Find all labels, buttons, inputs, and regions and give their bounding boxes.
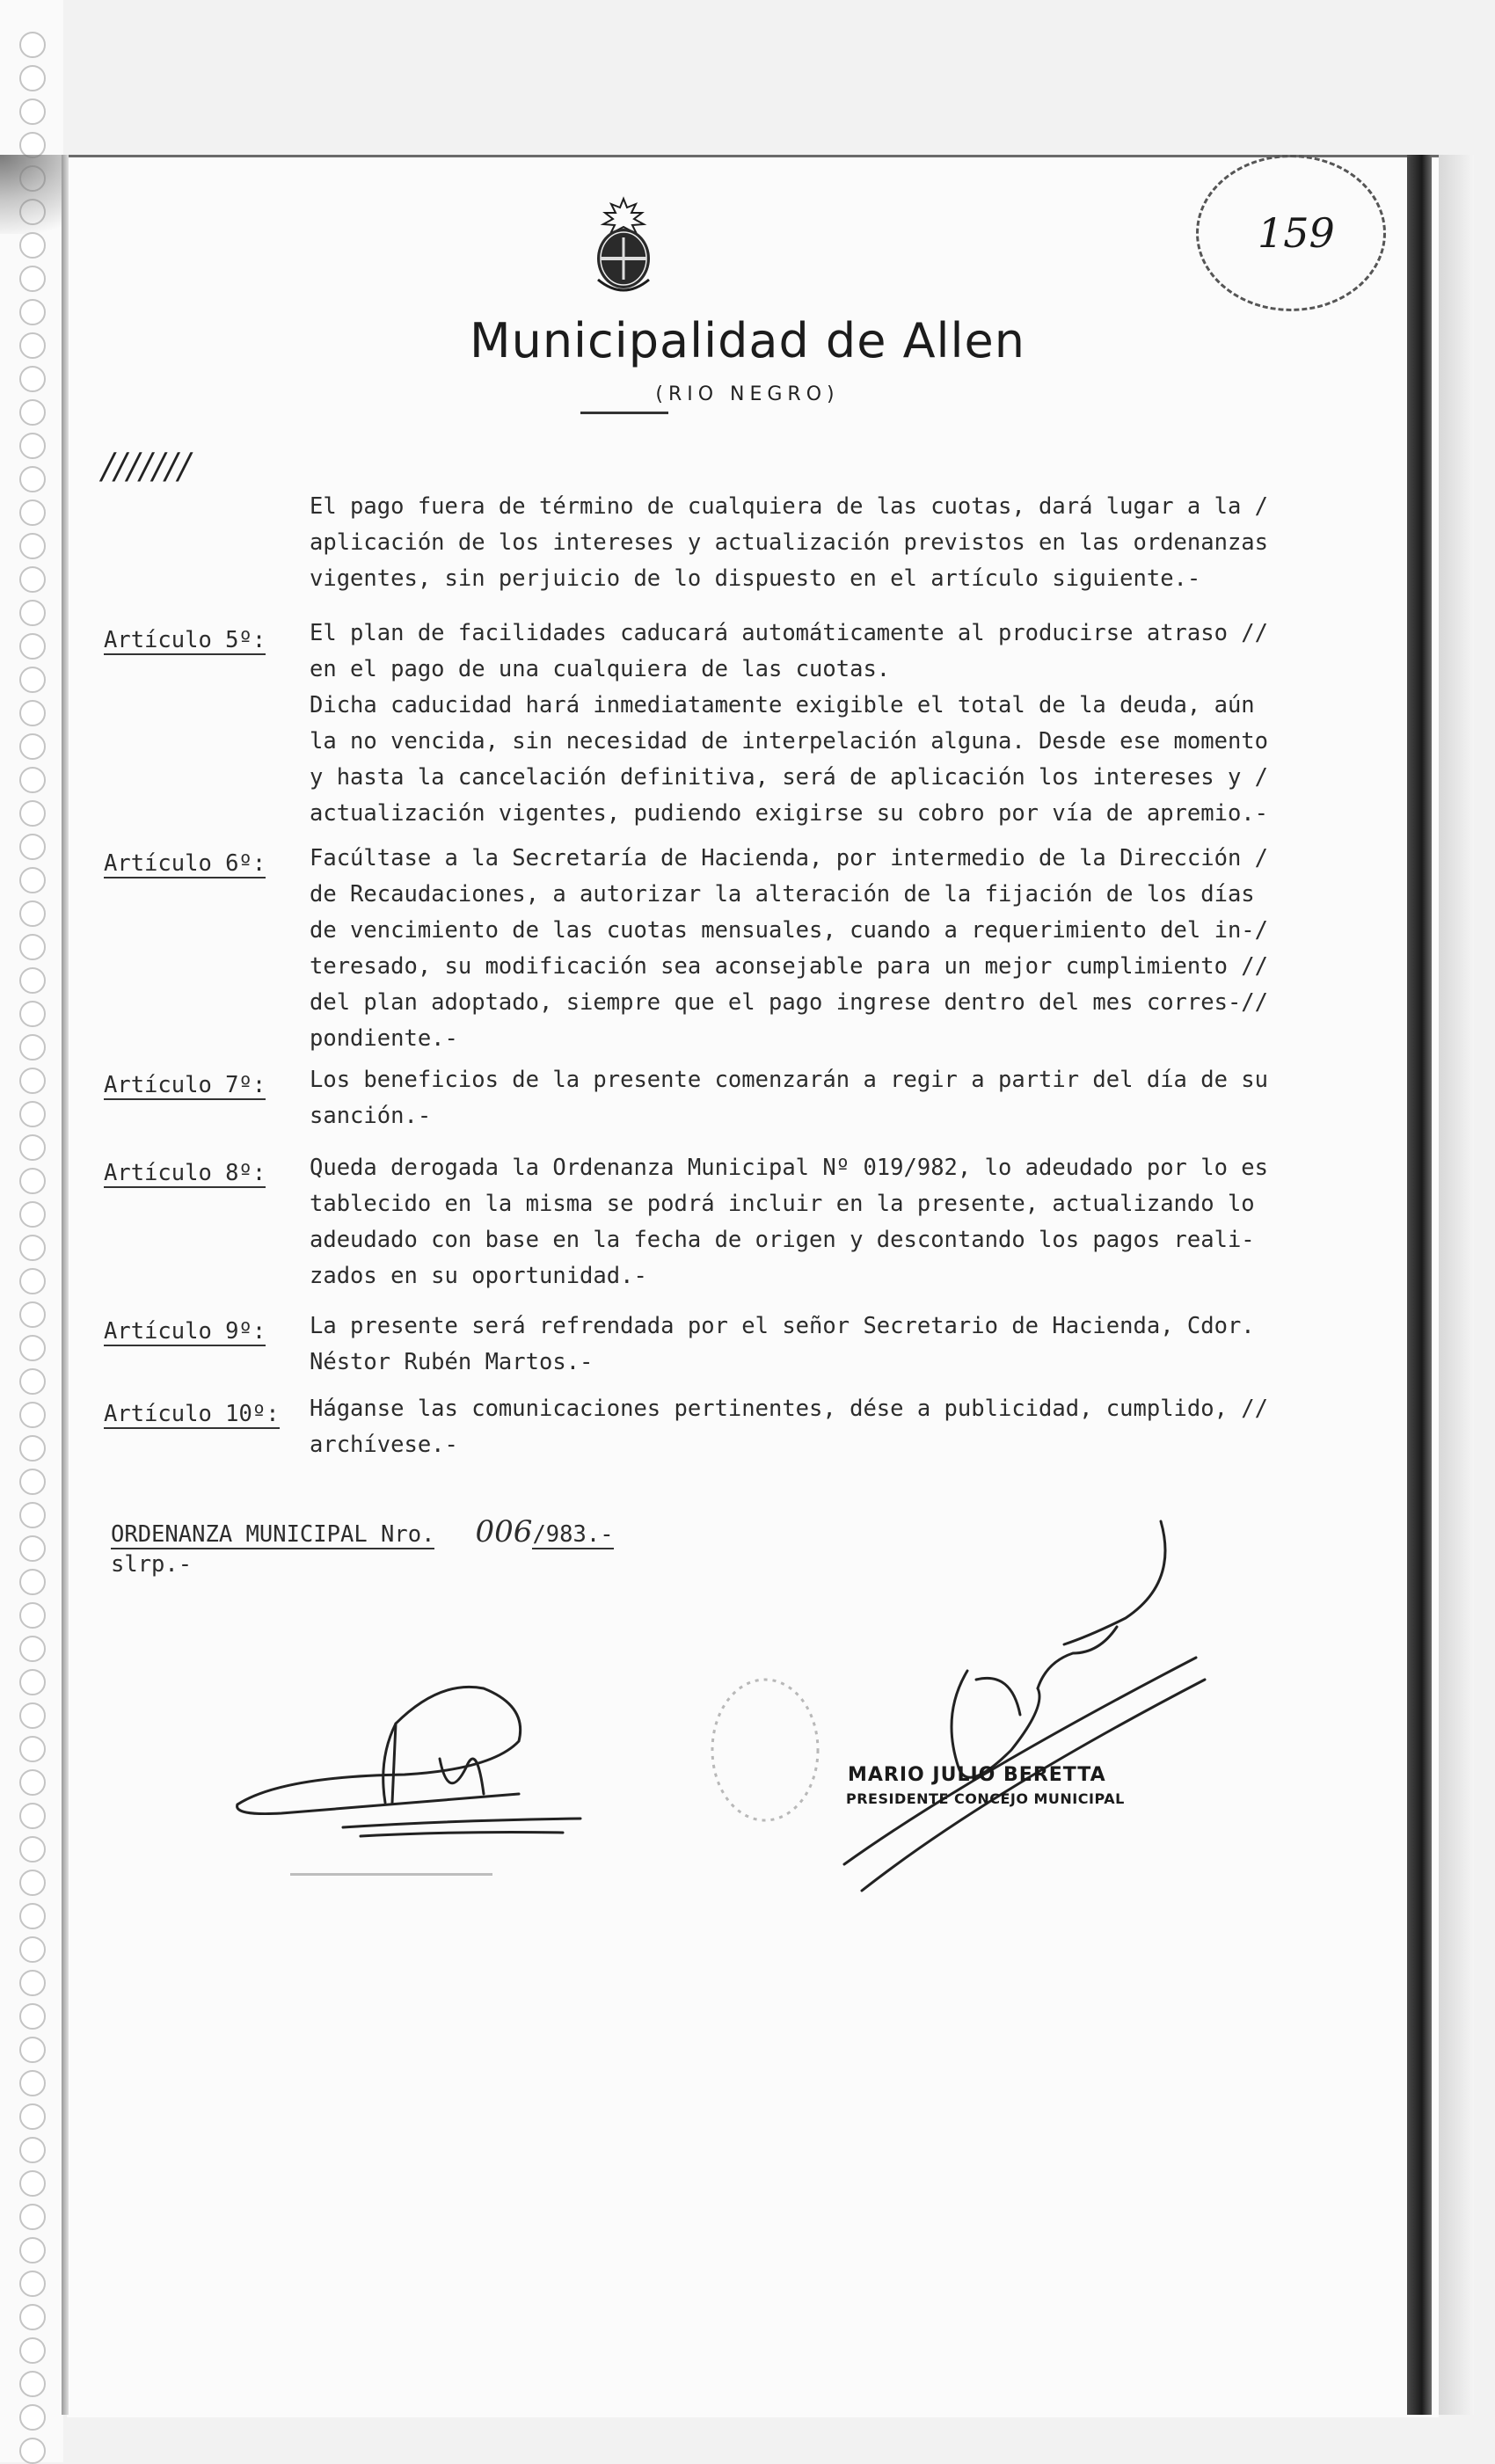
perforation-hole	[19, 266, 46, 292]
text-line: adeudado con base en la fecha de origen y descontando los pagos reali-	[310, 1227, 1255, 1253]
perforation-hole	[19, 900, 46, 927]
text-line: Háganse las comunicaciones pertinentes, dése a publicidad, cumplido, //	[310, 1396, 1269, 1422]
perforation-hole	[19, 399, 46, 426]
perforation-hole	[19, 499, 46, 526]
perforation-hole	[19, 1769, 46, 1796]
perforation-hole	[19, 366, 46, 392]
left-signature-icon	[229, 1671, 598, 1899]
perforation-hole	[19, 1870, 46, 1896]
perforation-hole	[19, 1134, 46, 1161]
perforation-hole	[19, 1268, 46, 1294]
text-line: El pago fuera de término de cualquiera de las cuotas, dará lugar a la /	[310, 493, 1269, 520]
perforation-hole	[19, 1068, 46, 1094]
perforation-hole	[19, 533, 46, 559]
perforation-hole	[19, 600, 46, 626]
perforation-hole	[19, 1836, 46, 1863]
perforation-hole	[19, 32, 46, 58]
perforation-hole	[19, 232, 46, 259]
signatory-role: PRESIDENTE CONCEJO MUNICIPAL	[846, 1790, 1125, 1807]
perforation-hole	[19, 1201, 46, 1228]
perforation-hole	[19, 1903, 46, 1929]
perforation-hole	[19, 2103, 46, 2130]
text-line: del plan adoptado, siempre que el pago ingrese dentro del mes corres-//	[310, 989, 1269, 1016]
perforation-hole	[19, 2003, 46, 2030]
perforation-hole	[19, 1168, 46, 1194]
right-signature-icon	[835, 1513, 1222, 1899]
perforation-hole	[19, 967, 46, 994]
perforation-hole	[19, 98, 46, 125]
folio-number: 159	[1258, 209, 1335, 257]
perforation-hole	[19, 633, 46, 660]
perforation-hole	[19, 1970, 46, 1996]
text-line: vigentes, sin perjuicio de lo dispuesto en el artículo siguiente.-	[310, 565, 1201, 592]
perforation-hole	[19, 934, 46, 960]
article-label: Artículo 9º:	[104, 1318, 266, 1345]
perforation-hole	[19, 1435, 46, 1462]
perforation-hole	[19, 1001, 46, 1027]
text-line: y hasta la cancelación definitiva, será de aplicación los intereses y /	[310, 764, 1269, 791]
text-line: Queda derogada la Ordenanza Municipal Nº 019/982, lo adeudado por lo es	[310, 1155, 1269, 1181]
perforation-hole	[19, 2204, 46, 2230]
article-7-text	[310, 1062, 1365, 1134]
text-line: El plan de facilidades caducará automáticamente al producirse atraso //	[310, 620, 1269, 646]
perforation-hole	[19, 2170, 46, 2197]
perforation-hole	[19, 667, 46, 693]
article-label: Artículo 6º:	[104, 850, 266, 877]
perforation-hole	[19, 1702, 46, 1729]
article-label: Artículo 8º:	[104, 1160, 266, 1186]
perforation-hole	[19, 1569, 46, 1595]
typist-initials: slrp.-	[111, 1551, 193, 1578]
perforation-hole	[19, 1402, 46, 1428]
article-6-text	[310, 841, 1365, 1057]
perforation-hole	[19, 2070, 46, 2096]
perforation-hole	[19, 1235, 46, 1261]
perforation-hole	[19, 299, 46, 325]
scan-edge-margin	[1439, 155, 1474, 2415]
perforation-hole	[19, 65, 46, 91]
perforation-hole	[19, 1936, 46, 1963]
text-line: actualización vigentes, pudiendo exigirse su cobro por vía de apremio.-	[310, 800, 1269, 827]
text-line: tablecido en la misma se podrá incluir en la presente, actualizando lo	[310, 1191, 1255, 1217]
text-line: teresado, su modificación sea aconsejable para un mejor cumplimiento //	[310, 953, 1269, 980]
perforation-hole	[19, 332, 46, 359]
scan-edge-shadow	[1407, 155, 1432, 2415]
text-line: la no vencida, sin necesidad de interpelación alguna. Desde ese momento	[310, 728, 1269, 755]
perforation-hole	[19, 2371, 46, 2397]
perforation-hole	[19, 800, 46, 827]
perforation-hole	[19, 1535, 46, 1562]
perforation-hole	[19, 2237, 46, 2264]
perforation-hole	[19, 2404, 46, 2431]
faint-seal-icon	[704, 1671, 827, 1829]
perforation-hole	[19, 2438, 46, 2464]
perforation-hole	[19, 1101, 46, 1127]
text-line: zados en su oportunidad.-	[310, 1263, 647, 1289]
ordinance-number-line: ORDENANZA MUNICIPAL Nro. 006/983.-	[111, 1514, 614, 1549]
perforation-hole	[19, 867, 46, 893]
perforation-hole	[19, 1669, 46, 1695]
article-label: Artículo 5º:	[104, 627, 266, 653]
text-line: de vencimiento de las cuotas mensuales, cuando a requerimiento del in-/	[310, 917, 1269, 944]
text-line: archívese.-	[310, 1432, 458, 1458]
perforation-hole	[19, 1301, 46, 1328]
text-line: Dicha caducidad hará inmediatamente exigible el total de la deuda, aún	[310, 692, 1255, 718]
perforation-hole	[19, 1602, 46, 1629]
page-left-edge	[62, 155, 69, 2415]
perforation-hole	[19, 466, 46, 492]
article-9-text	[310, 1309, 1365, 1381]
perforation-hole	[19, 733, 46, 760]
perforation-hole	[19, 433, 46, 459]
perforation-hole	[19, 2271, 46, 2297]
article-10-text	[310, 1391, 1365, 1463]
perforation-hole	[19, 2337, 46, 2364]
article-5-text	[310, 616, 1365, 832]
perforation-hole	[19, 834, 46, 860]
perforation-hole	[19, 2304, 46, 2330]
text-line: Facúltase a la Secretaría de Hacienda, por intermedio de la Dirección /	[310, 845, 1269, 871]
ordinance-number: 006	[475, 1514, 533, 1549]
article-8-text	[310, 1150, 1365, 1294]
perforation-hole	[19, 1502, 46, 1528]
text-line: La presente será refrendada por el señor Secretario de Hacienda, Cdor.	[310, 1313, 1255, 1339]
perforation-hole	[19, 1368, 46, 1395]
perforation-hole	[19, 1034, 46, 1061]
text-line: aplicación de los intereses y actualización previstos en las ordenanzas	[310, 529, 1269, 556]
perforation-hole	[19, 566, 46, 593]
subtitle-underline	[580, 412, 668, 414]
text-line: de Recaudaciones, a autorizar la alteración de la fijación de los días	[310, 881, 1255, 908]
article-label: Artículo 7º:	[104, 1072, 266, 1098]
perforation-hole	[19, 1736, 46, 1762]
perforation-hole	[19, 1636, 46, 1662]
perforation-hole	[19, 1469, 46, 1495]
perforation-hole	[19, 767, 46, 793]
perforation-hole	[19, 1335, 46, 1361]
intro-paragraph	[310, 489, 1365, 597]
perforation-hole	[19, 2037, 46, 2063]
text-line: Los beneficios de la presente comenzarán a regir a partir del día de su	[310, 1067, 1269, 1093]
tractor-feed-strip	[0, 0, 63, 2462]
signatory-name: MARIO JULIO BERETTA	[848, 1764, 1106, 1786]
perforation-hole	[19, 2137, 46, 2163]
text-line: sanción.-	[310, 1103, 432, 1129]
continuation-marker: ///////	[102, 447, 192, 487]
text-line: en el pago de una cualquiera de las cuotas.	[310, 656, 891, 682]
text-line: Néstor Rubén Martos.-	[310, 1349, 594, 1375]
article-label: Artículo 10º:	[104, 1401, 280, 1427]
municipality-subtitle: (RIO NEGRO)	[655, 383, 840, 405]
perforation-hole	[19, 1803, 46, 1829]
perforation-hole	[19, 700, 46, 726]
coat-of-arms-icon	[586, 195, 661, 301]
municipality-title: Municipalidad de Allen	[470, 313, 1025, 368]
text-line: pondiente.-	[310, 1025, 458, 1052]
